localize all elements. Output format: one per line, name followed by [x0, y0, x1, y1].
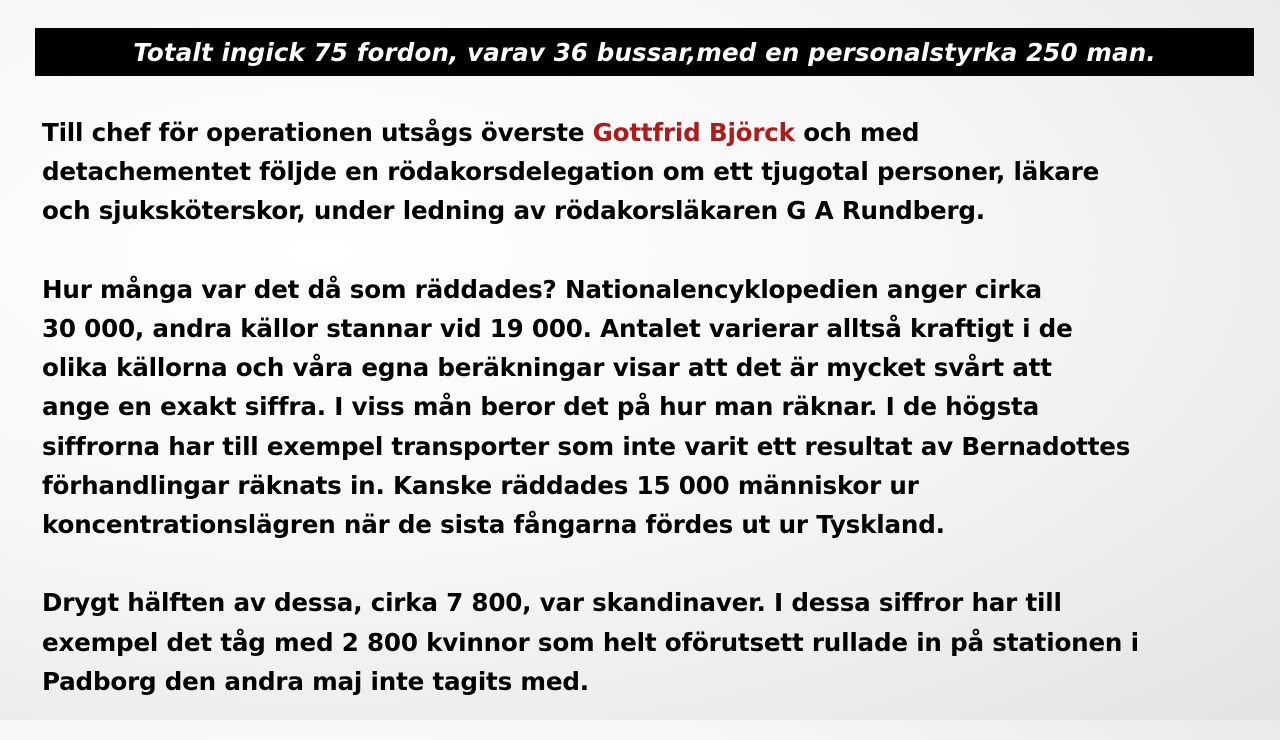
- paragraph-line: förhandlingar räknats in. Kanske räddades 15 000 människor ur: [42, 470, 919, 500]
- title-banner: [35, 28, 1254, 76]
- paragraph-line: siffrorna har till exempel transporter som inte varit ett resultat av Bernadottes: [42, 431, 1131, 461]
- highlighted-name: Gottfrid Björck: [592, 118, 795, 147]
- paragraph-line: Drygt hälften av dessa, cirka 7 800, var skandinaver. I dessa siffror har till: [42, 588, 1062, 618]
- paragraph-line: ange en exakt siffra. I viss mån beror det på hur man räknar. I de högsta: [42, 392, 1039, 422]
- paragraph-line: 30 000, andra källor stannar vid 19 000. Antalet varierar alltså kraftigt i de: [42, 314, 1073, 343]
- paragraph-line: detachementet följde en rödakorsdelegation om ett tjugotal personer, läkare: [42, 157, 1100, 187]
- paragraph-line: exempel det tåg med 2 800 kvinnor som helt oförutsett rullade in på stationen i: [42, 627, 1139, 657]
- line-text: Till chef för operationen utsågs överste: [42, 118, 593, 147]
- body-text: [42, 113, 1267, 740]
- paragraph-line: koncentrationslägren när de sista fångarna fördes ut ur Tyskland.: [42, 510, 945, 540]
- line-text: och med: [794, 118, 920, 147]
- paragraph-line: [42, 113, 1267, 152]
- paragraph-line: Hur många var det då som räddades? Nationalencyklopedien anger cirka: [42, 274, 1042, 304]
- paragraph-1: [42, 113, 1267, 231]
- slide-title: Totalt ingick 75 fordon, varav 36 bussar,med en personalstyrka 250 man.: [133, 37, 1156, 67]
- paragraph-line: och sjuksköterskor, under ledning av rödakorsläkaren G A Rundberg.: [42, 196, 985, 226]
- paragraph-2: [42, 270, 1267, 544]
- paragraph-3: [42, 583, 1267, 701]
- paragraph-line: olika källorna och våra egna beräkningar visar att det är mycket svårt att: [42, 353, 1052, 383]
- paragraph-line: Padborg den andra maj inte tagits med.: [42, 666, 589, 696]
